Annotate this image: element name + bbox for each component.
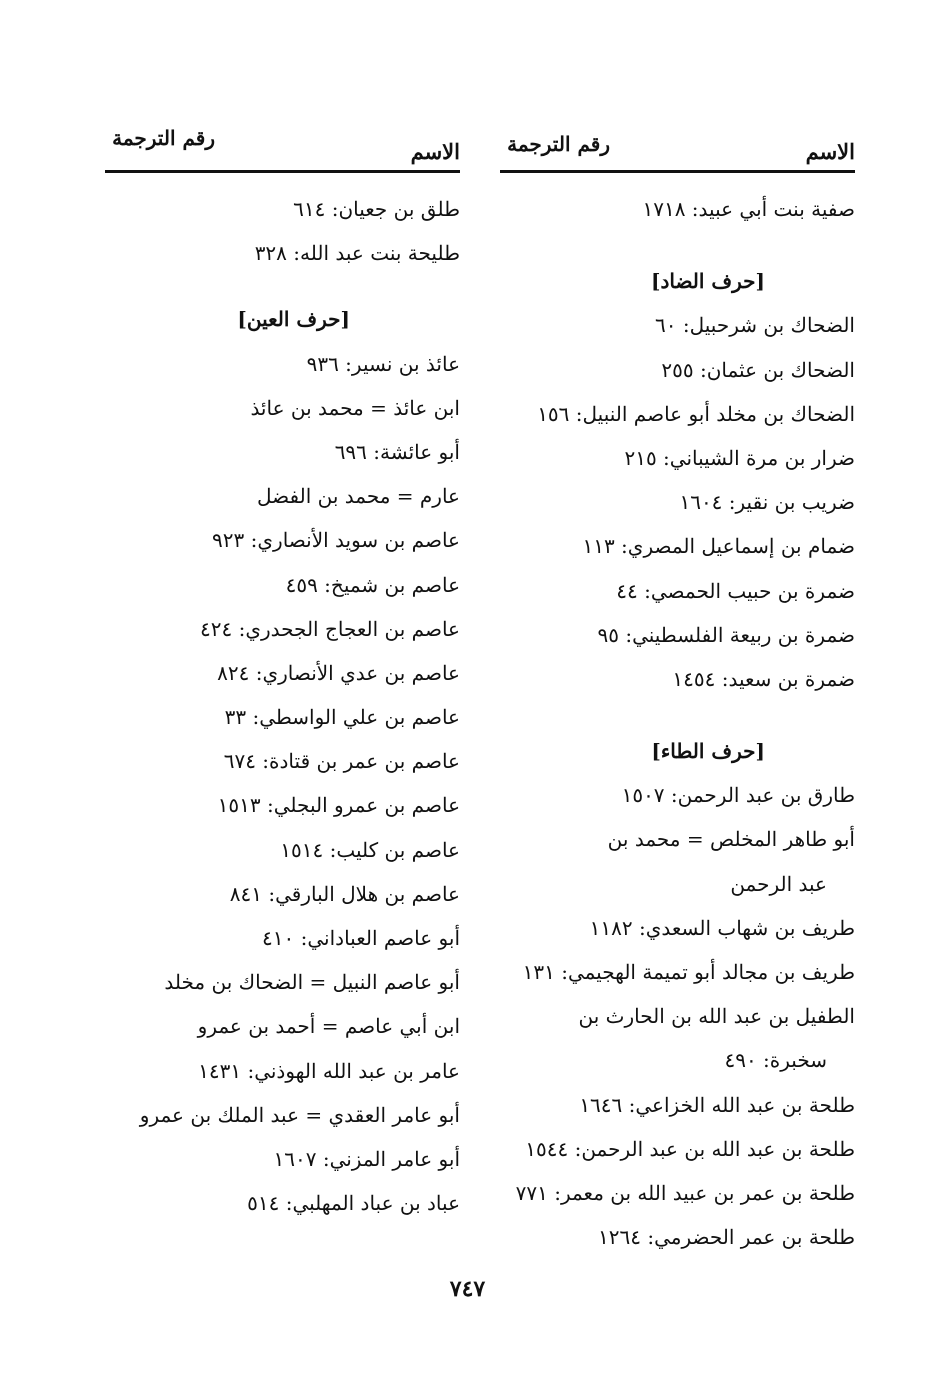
section-heading: [حرف العين] <box>237 307 350 332</box>
index-entry <box>500 817 855 905</box>
index-entry: عائذ بن نسير: ٩٣٦ <box>306 351 460 376</box>
index-entry: عاصم بن عمرو البجلي: ١٥١٣ <box>217 793 460 818</box>
index-entry: ابن أبي عاصم = أحمد بن عمرو <box>197 1014 460 1039</box>
index-entry: عاصم بن عدي الأنصاري: ٨٢٤ <box>217 660 460 685</box>
column-header <box>500 128 855 173</box>
section-gap <box>500 701 855 729</box>
index-entry: الضحاك بن مخلد أبو عاصم النبيل: ١٥٦ <box>537 401 855 426</box>
header-name-label: الاسم <box>805 139 855 164</box>
index-entry: عاصم بن شميخ: ٤٥٩ <box>285 572 460 597</box>
index-entry: طلحة بن عبد الله بن عبد الرحمن: ١٥٤٤ <box>525 1136 855 1161</box>
index-entry: طارق بن عبد الرحمن: ١٥٠٧ <box>621 783 855 808</box>
index-entry: عاصم بن كليب: ١٥١٤ <box>280 837 460 862</box>
entry-text: أبو طاهر المخلص = محمد بن <box>607 827 855 852</box>
index-entry: أبو عامر المزني: ١٦٠٧ <box>273 1146 460 1171</box>
index-entry: طريف بن شهاب السعدي: ١١٨٢ <box>589 915 855 940</box>
column-header <box>105 128 460 173</box>
entry-continuation: سخبرة: ٤٩٠ <box>724 1048 827 1073</box>
index-entry: عاصم بن العجاج الجحدري: ٤٢٤ <box>199 616 460 641</box>
entry-text: الطفيل بن عبد الله بن الحارث بن <box>578 1004 855 1029</box>
index-entry: الضحاك بن شرحبيل: ٦٠ <box>655 313 855 338</box>
header-name-label: الاسم <box>410 139 460 164</box>
section-gap <box>500 231 855 259</box>
index-entry: عاصم بن سويد الأنصاري: ٩٢٣ <box>212 528 460 553</box>
index-column-right <box>500 128 855 1259</box>
index-entry: ضمرة بن سعيد: ١٤٥٤ <box>672 666 855 691</box>
index-entry <box>500 994 855 1082</box>
index-entry: طريف بن مجالد أبو تميمة الهجيمي: ١٣١ <box>522 960 855 985</box>
index-entry: عباد بن عباد المهلبي: ٥١٤ <box>247 1191 460 1216</box>
index-entry: عامر بن عبد الله الهوذني: ١٤٣١ <box>198 1058 460 1083</box>
index-entry: ابن عائذ = محمد بن عائذ <box>250 395 460 420</box>
index-column-left <box>105 128 460 1225</box>
index-entry: طلحة بن عمر الحضرمي: ١٢٦٤ <box>598 1225 855 1250</box>
index-entry: ضمرة بن حبيب الحمصي: ٤٤ <box>616 578 855 603</box>
index-entry: عاصم بن علي الواسطي: ٣٣ <box>224 705 460 730</box>
index-entry: طلحة بن عمر بن عبيد الله بن معمر: ٧٧١ <box>515 1181 855 1205</box>
index-entry: عارم = محمد بن الفضل <box>257 484 460 509</box>
entry-list <box>105 187 460 1225</box>
section-heading: [حرف الضاد] <box>650 269 765 294</box>
index-entry: أبو عاصم النبيل = الضحاك بن مخلد <box>164 970 460 995</box>
index-entry: ضرار بن مرة الشيباني: ٢١٥ <box>624 445 855 470</box>
section-gap <box>105 275 460 297</box>
entry-continuation: عبد الرحمن <box>730 871 827 896</box>
index-entry: صفية بنت أبي عبيد: ١٧١٨ <box>642 197 855 221</box>
index-entry: الضحاك بن عثمان: ٢٥٥ <box>661 357 855 382</box>
index-entry: أبو عائشة: ٦٩٦ <box>334 439 460 464</box>
index-entry: ضمرة بن ربيعة الفلسطيني: ٩٥ <box>597 622 855 647</box>
index-entry: طلق بن جعيان: ٦١٤ <box>293 197 460 221</box>
index-entry: عاصم بن عمر بن قتادة: ٦٧٤ <box>223 749 460 774</box>
index-entry: ضمام بن إسماعيل المصري: ١١٣ <box>582 534 855 559</box>
header-number-label: رقم الترجمة <box>112 126 215 150</box>
index-entry: طلحة بن عبد الله الخزاعي: ١٦٤٦ <box>579 1092 855 1117</box>
section-heading: [حرف الطاء] <box>651 739 765 764</box>
index-entry: أبو عامر العقدي = عبد الملك بن عمرو <box>139 1102 460 1127</box>
header-number-label: رقم الترجمة <box>507 132 610 156</box>
index-entry: ضريب بن نقير: ١٦٠٤ <box>679 490 855 515</box>
index-entry: أبو عاصم العباداني: ٤١٠ <box>262 926 460 950</box>
page-number: ٧٤٧ <box>449 1276 486 1302</box>
index-entry: طليحة بنت عبد الله: ٣٢٨ <box>254 241 460 266</box>
index-entry: عاصم بن هلال البارقي: ٨٤١ <box>229 881 460 906</box>
entry-list <box>500 187 855 1259</box>
